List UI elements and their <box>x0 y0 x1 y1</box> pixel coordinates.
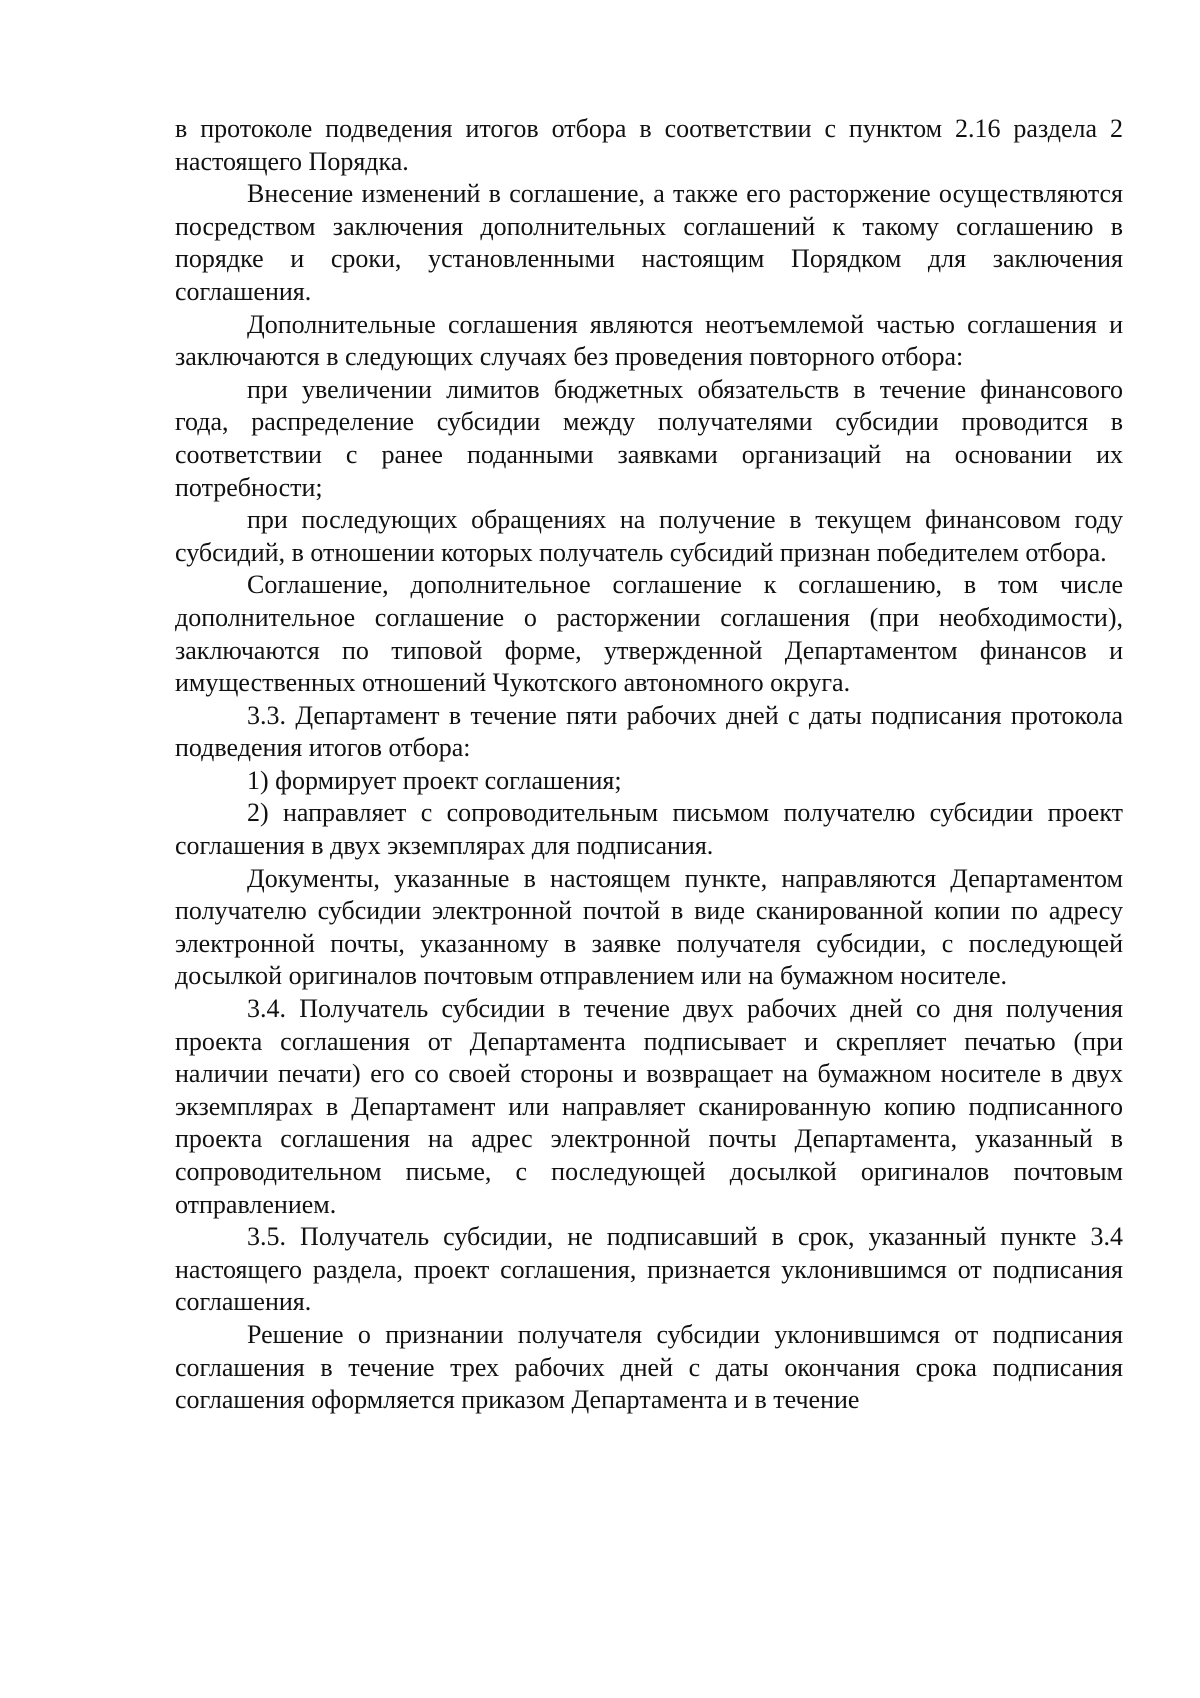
paragraph-item-1: 1) формирует проект соглашения; <box>247 765 622 795</box>
paragraph-subsequent-requests: при последующих обращениях на получение в текущем финансовом году субсидий, в отношении которых получатель субсидий признан победителем отбора. <box>175 505 1123 567</box>
document-page <box>175 113 1123 1417</box>
paragraph-documents: Документы, указанные в настоящем пункте, направляются Департаментом получателю субсидии электронной почтой в виде сканированной копии по адресу электронной почты, указанному в заявке получателя субсидии, с последующей досылкой оригиналов почтовым отправлением или на бумажном носителе. <box>175 863 1123 991</box>
paragraph-limits-increase: при увеличении лимитов бюджетных обязательств в течение финансового года, распределение субсидии между получателями субсидии проводится в соответствии с ранее поданными заявками организаций на основании их потребности; <box>175 374 1123 502</box>
paragraph-amendments: Внесение изменений в соглашение, а также его расторжение осуществляются посредством заключения дополнительных соглашений к такому соглашению в порядке и сроки, установленными настоящим Порядком для заключения соглашения. <box>175 179 1123 306</box>
paragraph-continuation: в протоколе подведения итогов отбора в соответствии с пунктом 2.16 раздела 2 настоящего Порядка. <box>175 114 1123 176</box>
paragraph-item-2: 2) направляет с сопроводительным письмом получателю субсидии проект соглашения в двух экземплярах для подписания. <box>175 798 1123 861</box>
paragraph-section-3-4: 3.4. Получатель субсидии в течение двух рабочих дней со дня получения проекта соглашения от Департамента подписывает и скрепляет печатью (при наличии печати) его со своей стороны и возвращает на бумажном носителе в двух экземплярах в Департамент или направляет сканированную копию подписанного проекта соглашения на адрес электронной почты Департамента, указанный в сопроводительном письме, с последующей досылкой оригиналов почтовым отправлением. <box>175 994 1123 1219</box>
paragraph-section-3-5: 3.5. Получатель субсидии, не подписавший в срок, указанный пункте 3.4 настоящего раздела, проект соглашения, признается уклонившимся от подписания соглашения. <box>175 1222 1123 1317</box>
paragraph-additional-agreements: Дополнительные соглашения являются неотъемлемой частью соглашения и заключаются в следующих случаях без проведения повторного отбора: <box>175 309 1123 372</box>
paragraph-section-3-3: 3.3. Департамент в течение пяти рабочих дней с даты подписания протокола подведения итогов отбора: <box>175 700 1123 763</box>
paragraph-decision: Решение о признании получателя субсидии уклонившимся от подписания соглашения в течение трех рабочих дней с даты окончания срока подписания соглашения оформляется приказом Департамента и в течение <box>175 1319 1123 1415</box>
paragraph-standard-form: Соглашение, дополнительное соглашение к соглашению, в том числе дополнительное соглашение о расторжении соглашения (при необходимости), заключаются по типовой форме, утвержденной Департаментом финансов и имущественных отношений Чукотского автономного округа. <box>175 570 1123 698</box>
